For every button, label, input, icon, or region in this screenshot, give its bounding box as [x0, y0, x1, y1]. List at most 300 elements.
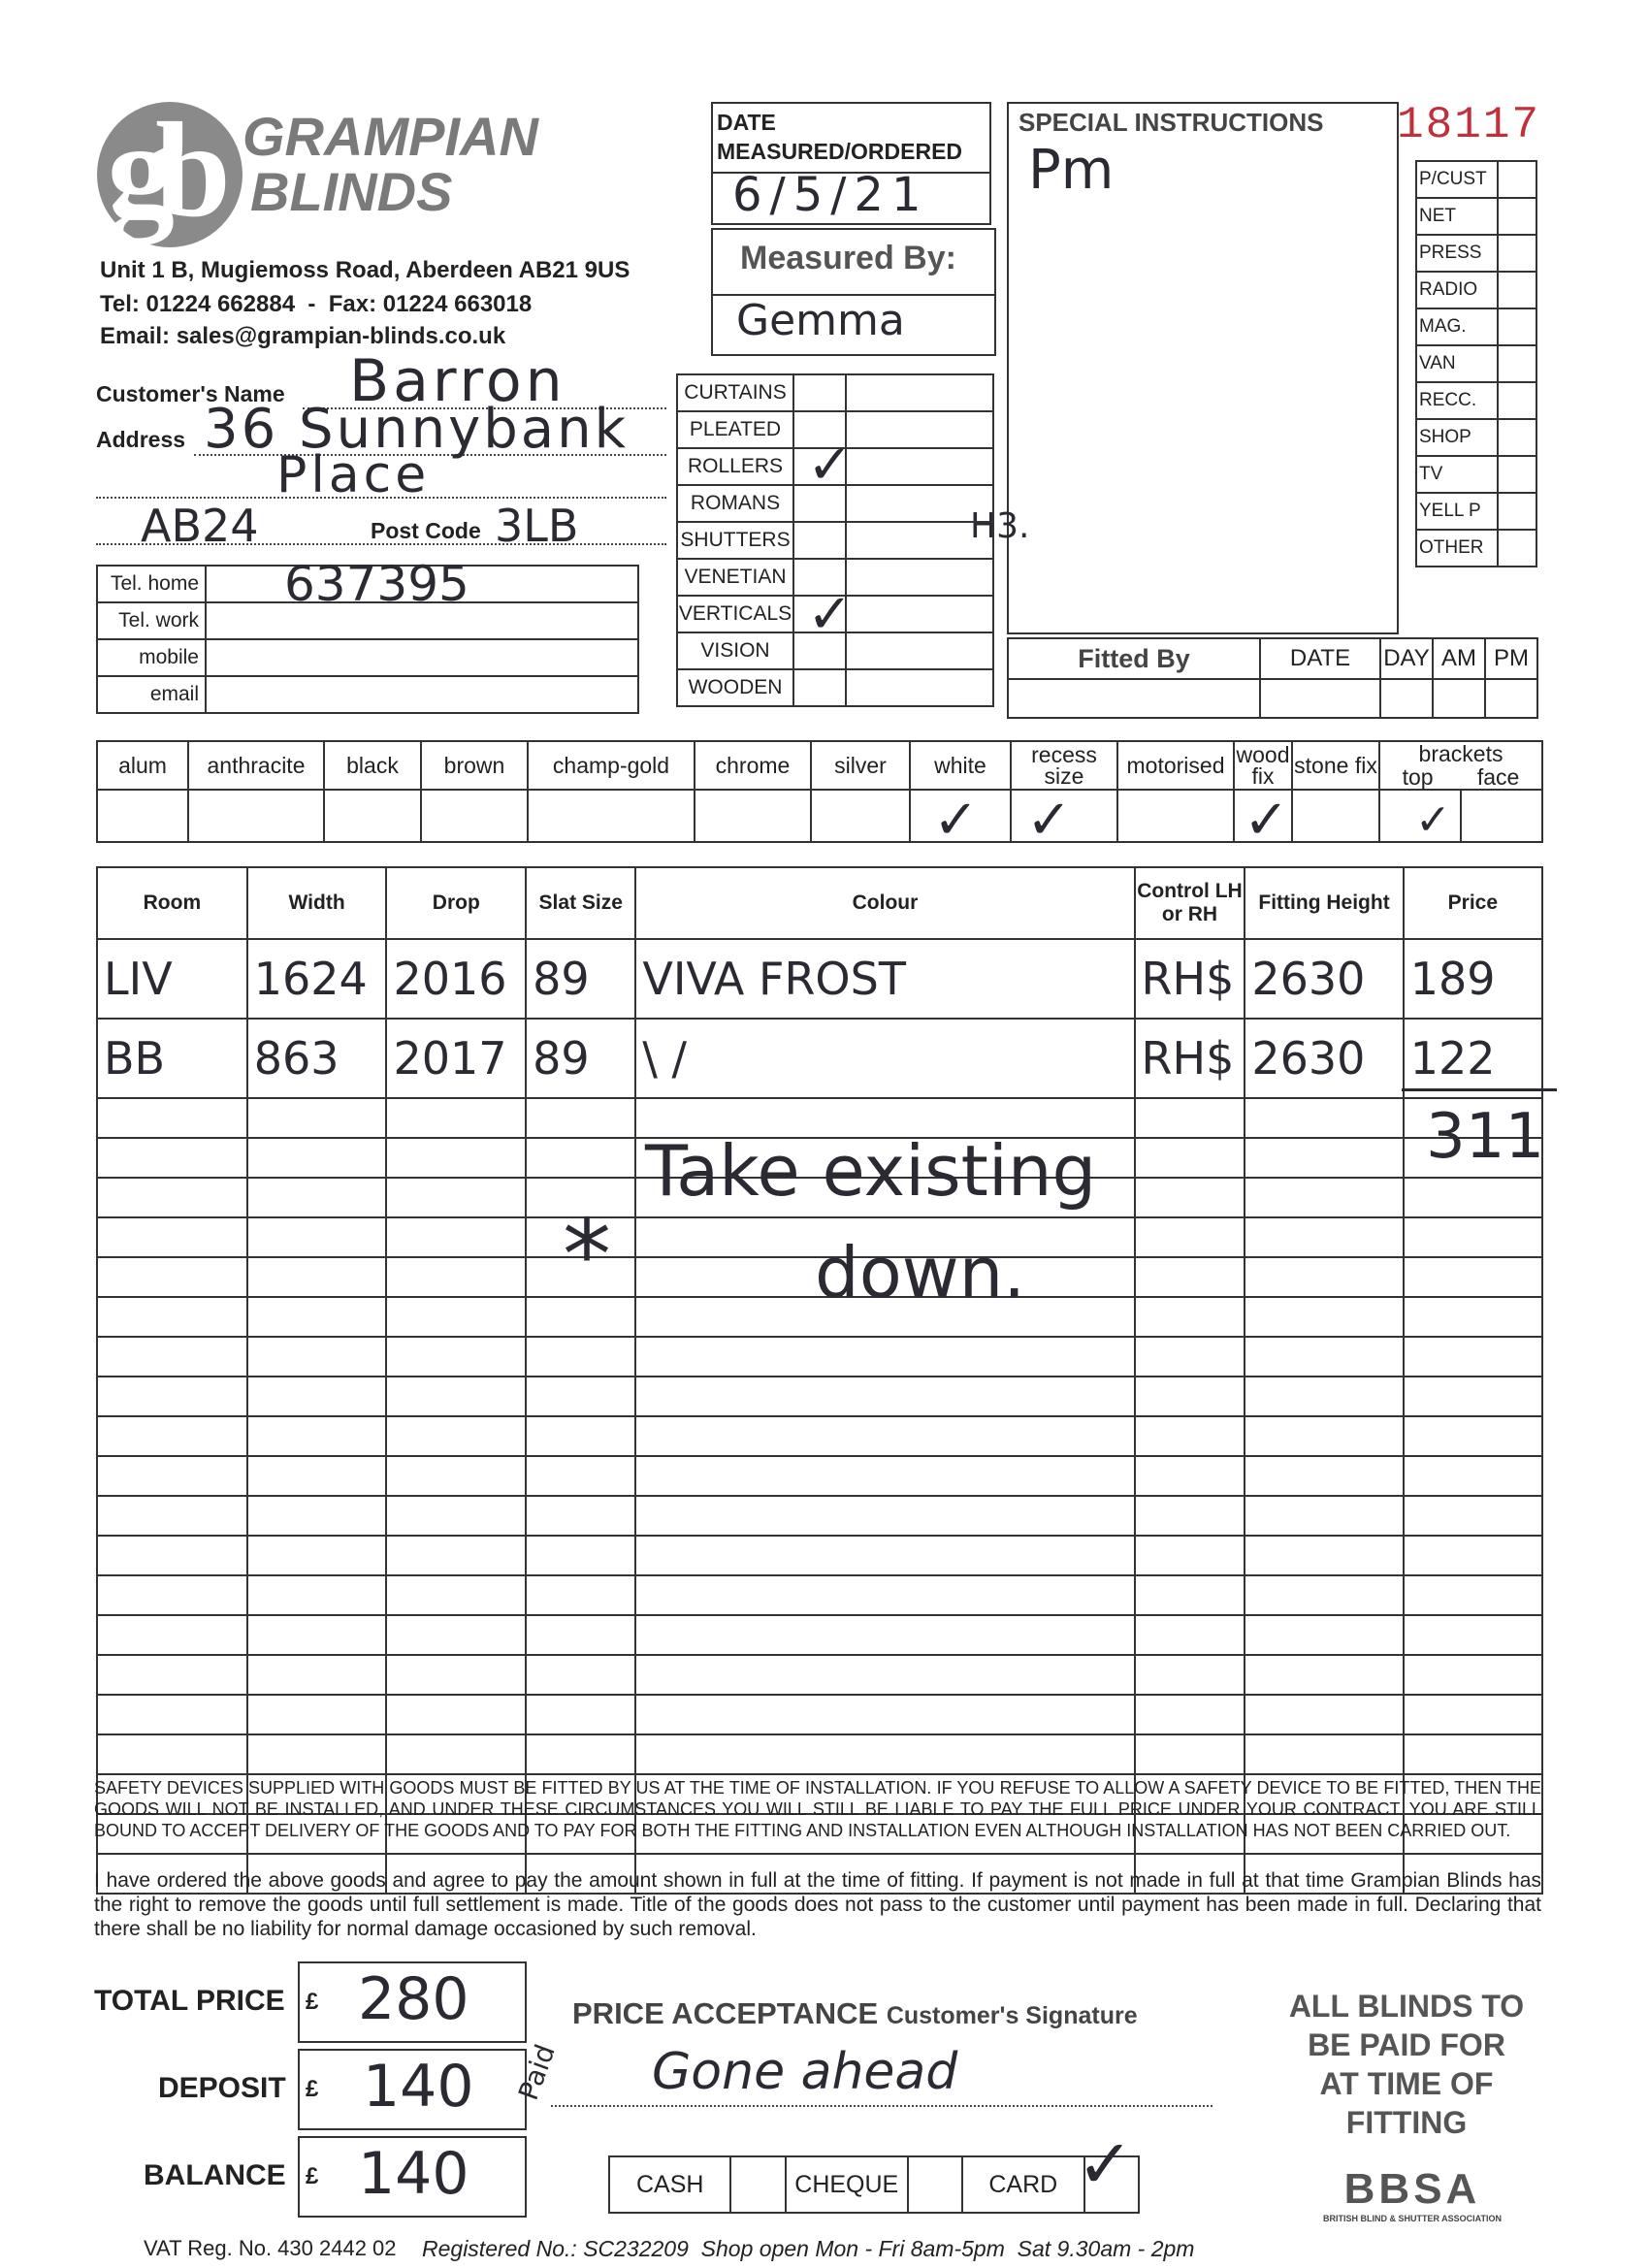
date-value[interactable]: 6/5/21 — [732, 168, 929, 222]
order-cell-price[interactable] — [1404, 1615, 1542, 1655]
order-cell-fitting[interactable] — [1245, 1297, 1403, 1337]
payment-notice — [1251, 1987, 1562, 2142]
order-row — [97, 1337, 1542, 1377]
date-label-2: MEASURED/ORDERED — [717, 139, 963, 164]
option-label: anthracite — [188, 741, 324, 790]
order-cell-control[interactable]: RH$ — [1135, 939, 1245, 1019]
order-row — [97, 939, 1542, 1019]
order-cell-drop[interactable] — [386, 1456, 526, 1496]
order-cell-control[interactable] — [1135, 1138, 1245, 1178]
order-cell-price[interactable] — [1404, 1734, 1542, 1774]
order-cell-fitting[interactable] — [1245, 1138, 1403, 1178]
order-cell-slat[interactable] — [526, 1456, 635, 1496]
product-row — [677, 522, 993, 559]
order-cell-slat[interactable] — [526, 1416, 635, 1456]
order-row — [97, 1536, 1542, 1575]
option-checkbox[interactable] — [811, 790, 910, 842]
order-cell-colour[interactable] — [635, 1337, 1134, 1377]
order-cell-drop[interactable] — [386, 1575, 526, 1615]
note-line-1: Take existing — [645, 1130, 1097, 1212]
order-cell-price[interactable] — [1404, 1575, 1542, 1615]
option-label: brown — [421, 741, 528, 790]
order-cell-room[interactable] — [97, 1615, 247, 1655]
order-cell-room[interactable] — [97, 1257, 247, 1297]
source-label: TV — [1416, 456, 1498, 493]
order-cell-fitting[interactable] — [1245, 1615, 1403, 1655]
customer-name-label: Customer's Name — [96, 381, 285, 406]
col-colour: Colour — [635, 867, 1134, 939]
source-checkbox[interactable] — [1498, 272, 1536, 308]
order-cell-width[interactable] — [247, 1257, 387, 1297]
product-notes[interactable] — [846, 485, 993, 522]
order-cell-slat[interactable] — [526, 1337, 635, 1377]
order-cell-price[interactable] — [1404, 1377, 1542, 1416]
measured-by-label: Measured By: — [740, 240, 956, 276]
product-label: PLEATED — [677, 411, 793, 448]
source-checkbox[interactable] — [1498, 161, 1536, 198]
product-row — [677, 669, 993, 706]
special-instructions-box — [1007, 102, 1399, 634]
order-cell-drop[interactable] — [386, 1655, 526, 1695]
source-label: RECC. — [1416, 382, 1498, 419]
order-cell-colour[interactable] — [635, 1655, 1134, 1695]
order-cell-room[interactable] — [97, 1377, 247, 1416]
option-checkbox[interactable] — [188, 790, 324, 842]
order-cell-drop[interactable] — [386, 1257, 526, 1297]
fitted-by-value[interactable] — [1008, 679, 1260, 718]
order-cell-control[interactable] — [1135, 1496, 1245, 1536]
contact-value[interactable] — [206, 676, 638, 713]
order-cell-slat[interactable] — [526, 1377, 635, 1416]
order-cell-slat[interactable]: 89 — [526, 1019, 635, 1098]
order-cell-slat[interactable] — [526, 1575, 635, 1615]
source-list — [1415, 160, 1537, 567]
product-notes[interactable] — [846, 596, 993, 632]
order-cell-price[interactable] — [1404, 1416, 1542, 1456]
payment-card-label: CARD — [962, 2156, 1083, 2213]
product-notes[interactable] — [846, 669, 993, 706]
source-checkbox[interactable] — [1498, 493, 1536, 530]
order-cell-fitting[interactable] — [1245, 1695, 1403, 1734]
order-cell-control[interactable] — [1135, 1615, 1245, 1655]
option-checkbox[interactable] — [421, 790, 528, 842]
option-checkbox[interactable] — [528, 790, 695, 842]
order-cell-width[interactable] — [247, 1337, 387, 1377]
order-cell-width[interactable] — [247, 1615, 387, 1655]
order-cell-room[interactable] — [97, 1456, 247, 1496]
order-cell-room[interactable] — [97, 1138, 247, 1178]
order-cell-control[interactable] — [1135, 1377, 1245, 1416]
balance-box[interactable] — [298, 2136, 527, 2218]
contact-label: mobile — [97, 639, 206, 676]
order-cell-width[interactable] — [247, 1456, 387, 1496]
brackets-face-checkbox[interactable] — [1461, 790, 1542, 842]
registered-info: Registered No.: SC232209 Shop open Mon - Fri 8am-5pm Sat 9.30am - 2pm — [422, 2236, 1195, 2261]
fitted-by-label: Fitted By — [1008, 638, 1260, 679]
col-slat: Slat Size — [526, 867, 635, 939]
notice-line-3: AT TIME OF — [1319, 2066, 1494, 2101]
payment-cheque-label: CHEQUE — [786, 2156, 908, 2213]
product-notes[interactable] — [846, 374, 993, 411]
rollers-check-icon: ✓ — [807, 434, 853, 495]
order-cell-fitting[interactable] — [1245, 1416, 1403, 1456]
bbsa-logo — [1296, 2165, 1529, 2223]
option-label: motorised — [1117, 741, 1234, 790]
order-cell-width[interactable] — [247, 1575, 387, 1615]
source-label: PRESS — [1416, 235, 1498, 272]
source-checkbox[interactable] — [1498, 382, 1536, 419]
order-cell-price[interactable] — [1404, 1456, 1542, 1496]
source-row — [1416, 161, 1536, 198]
source-label: VAN — [1416, 345, 1498, 382]
source-label: OTHER — [1416, 530, 1498, 567]
order-cell-colour[interactable] — [635, 1536, 1134, 1575]
order-cell-colour[interactable] — [635, 1734, 1134, 1774]
company-address: Unit 1 B, Mugiemoss Road, Aberdeen AB21 9US — [100, 257, 630, 283]
total-price-box[interactable] — [298, 1961, 527, 2043]
terms-safety: SAFETY DEVICES SUPPLIED WITH GOODS MUST BE FITTED BY US AT THE TIME OF INSTALLATION. IF YOU REFUSE TO ALLOW A SAFETY DEVICE TO BE FITTED, THEN THE GOODS WILL NOT BE INSTALLED, AND UNDER THESE CIRCUMSTANCES YOU WILL STILL BE LIABLE TO PAY THE FULL PRICE UNDER YOUR CONTRACT. YOU ARE STILL BOUND TO ACCEPT DELIVERY OF THE GOODS AND TO PAY FOR BOTH THE FITTING AND INSTALLATION EVEN ALTHOUGH INSTALLATION HAS NOT BEEN CARRIED OUT. — [94, 1778, 1541, 1840]
order-cell-width[interactable] — [247, 1734, 387, 1774]
order-cell-fitting[interactable] — [1245, 1456, 1403, 1496]
order-cell-slat[interactable] — [526, 1098, 635, 1138]
company-phone: Tel: 01224 662884 - Fax: 01224 663018 — [100, 291, 533, 317]
order-cell-drop[interactable] — [386, 1416, 526, 1456]
product-notes[interactable] — [846, 559, 993, 596]
brackets-top-check-icon: ✓ — [1415, 796, 1451, 844]
order-cell-width[interactable]: 863 — [247, 1019, 387, 1098]
company-email: Email: sales@grampian-blinds.co.uk — [100, 323, 506, 349]
order-cell-colour[interactable] — [635, 1695, 1134, 1734]
order-row — [97, 1496, 1542, 1536]
brackets-header — [1379, 741, 1542, 790]
order-cell-room[interactable]: BB — [97, 1019, 247, 1098]
order-cell-fitting[interactable] — [1245, 1655, 1403, 1695]
option-checkbox[interactable] — [324, 790, 421, 842]
brackets-label: brackets — [1418, 741, 1504, 766]
option-checkbox[interactable] — [1117, 790, 1234, 842]
source-checkbox[interactable] — [1498, 308, 1536, 345]
price-total-handwritten: 311 — [1426, 1101, 1545, 1173]
order-cell-room[interactable] — [97, 1496, 247, 1536]
option-checkbox[interactable] — [695, 790, 811, 842]
order-cell-fitting[interactable]: 2630 — [1245, 1019, 1403, 1098]
order-cell-control[interactable] — [1135, 1217, 1245, 1257]
order-cell-control[interactable] — [1135, 1575, 1245, 1615]
deposit-label: DEPOSIT — [158, 2072, 286, 2104]
order-cell-fitting[interactable] — [1245, 1337, 1403, 1377]
order-number: 18117 — [1397, 100, 1541, 150]
order-cell-width[interactable]: 1624 — [247, 939, 387, 1019]
order-cell-colour[interactable] — [635, 1615, 1134, 1655]
address-label: Address — [96, 427, 186, 452]
source-checkbox[interactable] — [1498, 198, 1536, 235]
bbsa-logo-text: BBSA — [1343, 2165, 1481, 2213]
option-label: champ-gold — [528, 741, 695, 790]
payment-cash-box[interactable] — [730, 2156, 785, 2213]
price-acceptance-label — [572, 1996, 1138, 2031]
fitted-by-table — [1007, 637, 1538, 719]
recess-size-check-icon: ✓ — [1026, 789, 1072, 850]
order-cell-room[interactable] — [97, 1297, 247, 1337]
order-cell-colour[interactable] — [635, 1456, 1134, 1496]
order-cell-width[interactable] — [247, 1297, 387, 1337]
order-cell-slat[interactable] — [526, 1734, 635, 1774]
order-cell-width[interactable] — [247, 1655, 387, 1695]
deposit-box[interactable] — [298, 2049, 527, 2130]
options-table — [96, 740, 1543, 843]
order-cell-control[interactable] — [1135, 1178, 1245, 1217]
order-cell-control[interactable] — [1135, 1098, 1245, 1138]
measured-by-box — [711, 228, 996, 356]
vat-number: VAT Reg. No. 430 2442 02 — [144, 2236, 397, 2260]
order-cell-drop[interactable] — [386, 1496, 526, 1536]
order-cell-fitting[interactable] — [1245, 1734, 1403, 1774]
option-label: silver — [811, 741, 910, 790]
order-cell-room[interactable]: LIV — [97, 939, 247, 1019]
product-label: VENETIAN — [677, 559, 793, 596]
deposit-note: Paid — [512, 2040, 562, 2105]
order-cell-room[interactable] — [97, 1098, 247, 1138]
source-checkbox[interactable] — [1498, 456, 1536, 493]
order-cell-control[interactable] — [1135, 1655, 1245, 1695]
product-label: ROLLERS — [677, 448, 793, 485]
product-label: SHUTTERS — [677, 522, 793, 559]
brackets-face-label: face — [1476, 764, 1520, 790]
order-cell-fitting[interactable] — [1245, 1098, 1403, 1138]
order-row — [97, 1615, 1542, 1655]
option-label: stone fix — [1292, 741, 1379, 790]
source-row — [1416, 456, 1536, 493]
order-cell-width[interactable] — [247, 1178, 387, 1217]
order-cell-colour[interactable] — [635, 1416, 1134, 1456]
acceptance-subtitle: Customer's Signature — [886, 2002, 1138, 2029]
product-notes[interactable] — [846, 632, 993, 669]
order-cell-price[interactable]: 122 — [1404, 1019, 1542, 1098]
fitted-date-header: DATE — [1260, 638, 1380, 679]
source-label: SHOP — [1416, 419, 1498, 456]
order-cell-slat[interactable] — [526, 1496, 635, 1536]
order-cell-control[interactable] — [1135, 1297, 1245, 1337]
order-cell-control[interactable] — [1135, 1456, 1245, 1496]
order-cell-room[interactable] — [97, 1536, 247, 1575]
source-row — [1416, 419, 1536, 456]
balance-value: 140 — [358, 2140, 469, 2208]
order-cell-drop[interactable] — [386, 1337, 526, 1377]
product-label: VISION — [677, 632, 793, 669]
product-label: CURTAINS — [677, 374, 793, 411]
order-cell-price[interactable]: 189 — [1404, 939, 1542, 1019]
notice-line-2: BE PAID FOR — [1308, 2027, 1505, 2062]
option-checkbox[interactable] — [1292, 790, 1379, 842]
order-cell-drop[interactable] — [386, 1138, 526, 1178]
balance-currency: £ — [306, 2163, 319, 2189]
order-cell-drop[interactable] — [386, 1297, 526, 1337]
option-label: recess size — [1011, 741, 1117, 790]
source-label: RADIO — [1416, 272, 1498, 308]
order-cell-drop[interactable] — [386, 1615, 526, 1655]
option-label: wood fix — [1234, 741, 1292, 790]
note-line-2: down. — [815, 1232, 1026, 1313]
contact-value[interactable]: 637395 — [206, 566, 638, 602]
fitted-pm-header: PM — [1485, 638, 1537, 679]
order-cell-drop[interactable] — [386, 1098, 526, 1138]
order-cell-width[interactable] — [247, 1695, 387, 1734]
order-cell-price[interactable] — [1404, 1496, 1542, 1536]
order-cell-colour[interactable] — [635, 1377, 1134, 1416]
measured-by-value[interactable]: Gemma — [736, 296, 905, 345]
order-cell-fitting[interactable] — [1245, 1257, 1403, 1297]
order-cell-price[interactable] — [1404, 1217, 1542, 1257]
postcode-suffix[interactable]: 3LB — [495, 500, 579, 552]
source-label: YELL P — [1416, 493, 1498, 530]
order-cell-colour[interactable]: \ / — [635, 1019, 1134, 1098]
product-row — [677, 374, 993, 411]
order-cell-control[interactable] — [1135, 1734, 1245, 1774]
order-cell-slat[interactable] — [526, 1615, 635, 1655]
order-cell-price[interactable] — [1404, 1695, 1542, 1734]
source-checkbox[interactable] — [1498, 419, 1536, 456]
option-checkbox[interactable] — [97, 790, 188, 842]
col-drop: Drop — [386, 867, 526, 939]
order-cell-fitting[interactable] — [1245, 1536, 1403, 1575]
source-label: MAG. — [1416, 308, 1498, 345]
order-cell-width[interactable] — [247, 1536, 387, 1575]
source-row — [1416, 345, 1536, 382]
order-cell-control[interactable] — [1135, 1416, 1245, 1456]
order-cell-price[interactable] — [1404, 1536, 1542, 1575]
payment-cheque-box[interactable] — [908, 2156, 962, 2213]
order-row — [97, 1655, 1542, 1695]
postcode-prefix[interactable]: AB24 — [141, 500, 259, 552]
order-cell-slat[interactable] — [526, 1536, 635, 1575]
contact-row — [97, 639, 638, 676]
order-cell-slat[interactable] — [526, 1655, 635, 1695]
order-cell-drop[interactable] — [386, 1178, 526, 1217]
order-cell-slat[interactable]: 89 — [526, 939, 635, 1019]
order-cell-colour[interactable] — [635, 1496, 1134, 1536]
note-star: * — [563, 1198, 611, 1312]
order-cell-fitting[interactable] — [1245, 1575, 1403, 1615]
order-cell-drop[interactable]: 2017 — [386, 1019, 526, 1098]
order-cell-room[interactable] — [97, 1337, 247, 1377]
customer-signature[interactable]: Gone ahead — [652, 2043, 958, 2101]
source-checkbox[interactable] — [1498, 235, 1536, 272]
order-cell-drop[interactable] — [386, 1377, 526, 1416]
customer-name[interactable]: Barron — [349, 347, 566, 415]
order-cell-width[interactable] — [247, 1496, 387, 1536]
order-cell-control[interactable] — [1135, 1257, 1245, 1297]
product-notes[interactable] — [846, 522, 993, 559]
order-cell-price[interactable] — [1404, 1178, 1542, 1217]
order-cell-drop[interactable] — [386, 1217, 526, 1257]
order-cell-room[interactable] — [97, 1217, 247, 1257]
order-cell-control[interactable] — [1135, 1536, 1245, 1575]
brackets-top-label: top — [1402, 764, 1434, 790]
source-checkbox[interactable] — [1498, 345, 1536, 382]
contact-row — [97, 566, 638, 602]
order-cell-colour[interactable]: VIVA FROST — [635, 939, 1134, 1019]
option-label: white — [910, 741, 1011, 790]
order-cell-width[interactable] — [247, 1138, 387, 1178]
order-cell-room[interactable] — [97, 1695, 247, 1734]
option-label: chrome — [695, 741, 811, 790]
order-cell-price[interactable] — [1404, 1257, 1542, 1297]
order-cell-drop[interactable]: 2016 — [386, 939, 526, 1019]
order-cell-room[interactable] — [97, 1416, 247, 1456]
order-cell-price[interactable] — [1404, 1337, 1542, 1377]
order-cell-width[interactable] — [247, 1377, 387, 1416]
bbsa-caption: BRITISH BLIND & SHUTTER ASSOCIATION — [1323, 2214, 1502, 2223]
order-cell-width[interactable] — [247, 1416, 387, 1456]
order-cell-fitting[interactable]: 2630 — [1245, 939, 1403, 1019]
order-cell-control[interactable]: RH$ — [1135, 1019, 1245, 1098]
product-checkbox[interactable] — [793, 522, 846, 559]
balance-label: BALANCE — [144, 2159, 286, 2191]
white-check-icon: ✓ — [933, 789, 979, 850]
company-logo — [97, 95, 242, 247]
order-cell-fitting[interactable] — [1245, 1377, 1403, 1416]
order-cell-slat[interactable] — [526, 1138, 635, 1178]
order-cell-room[interactable] — [97, 1575, 247, 1615]
order-cell-control[interactable] — [1135, 1337, 1245, 1377]
contact-label: Tel. home — [97, 566, 206, 602]
order-cell-room[interactable] — [97, 1734, 247, 1774]
source-checkbox[interactable] — [1498, 530, 1536, 567]
special-instructions-value[interactable]: Pm — [1028, 139, 1115, 202]
order-cell-price[interactable] — [1404, 1297, 1542, 1337]
order-cell-price[interactable] — [1404, 1655, 1542, 1695]
source-row — [1416, 493, 1536, 530]
source-row — [1416, 308, 1536, 345]
order-cell-drop[interactable] — [386, 1695, 526, 1734]
order-cell-control[interactable] — [1135, 1695, 1245, 1734]
order-cell-slat[interactable] — [526, 1695, 635, 1734]
address-line-2[interactable]: Place — [276, 446, 431, 504]
contact-table — [96, 556, 639, 714]
deposit-currency: £ — [306, 2076, 319, 2102]
order-cell-width[interactable] — [247, 1217, 387, 1257]
order-cell-drop[interactable] — [386, 1536, 526, 1575]
order-cell-room[interactable] — [97, 1178, 247, 1217]
order-cell-drop[interactable] — [386, 1734, 526, 1774]
order-row — [97, 1575, 1542, 1615]
product-notes[interactable] — [846, 448, 993, 485]
terms-payment: I have ordered the above goods and agree to pay the amount shown in full at the time of fitting. If payment is not made in full at that time Grampian Blinds has the right to remove the goods until full settlement is made. Title of the goods does not pass to the customer until payment has been made in full. Declaring that there shall be no liability for normal damage occasioned by such removal. — [94, 1869, 1541, 1940]
source-label: NET — [1416, 198, 1498, 235]
contact-value[interactable] — [206, 639, 638, 676]
address-line-1[interactable]: 36 Sunnybank — [204, 398, 630, 461]
product-checkbox[interactable] — [793, 374, 846, 411]
product-notes[interactable] — [846, 411, 993, 448]
contact-label: email — [97, 676, 206, 713]
order-cell-colour[interactable] — [635, 1575, 1134, 1615]
product-checkbox[interactable] — [793, 669, 846, 706]
order-row — [97, 1019, 1542, 1098]
total-price-value: 280 — [358, 1965, 469, 2033]
order-cell-fitting[interactable] — [1245, 1496, 1403, 1536]
order-cell-width[interactable] — [247, 1098, 387, 1138]
col-fitting: Fitting Height — [1245, 867, 1403, 939]
source-label: P/CUST — [1416, 161, 1498, 198]
order-cell-room[interactable] — [97, 1655, 247, 1695]
order-cell-fitting[interactable] — [1245, 1178, 1403, 1217]
source-row — [1416, 382, 1536, 419]
order-cell-fitting[interactable] — [1245, 1217, 1403, 1257]
verticals-check-icon: ✓ — [807, 583, 853, 644]
col-control: Control LH or RH — [1135, 867, 1245, 939]
total-price-label: TOTAL PRICE — [94, 1985, 285, 2017]
source-row — [1416, 272, 1536, 308]
